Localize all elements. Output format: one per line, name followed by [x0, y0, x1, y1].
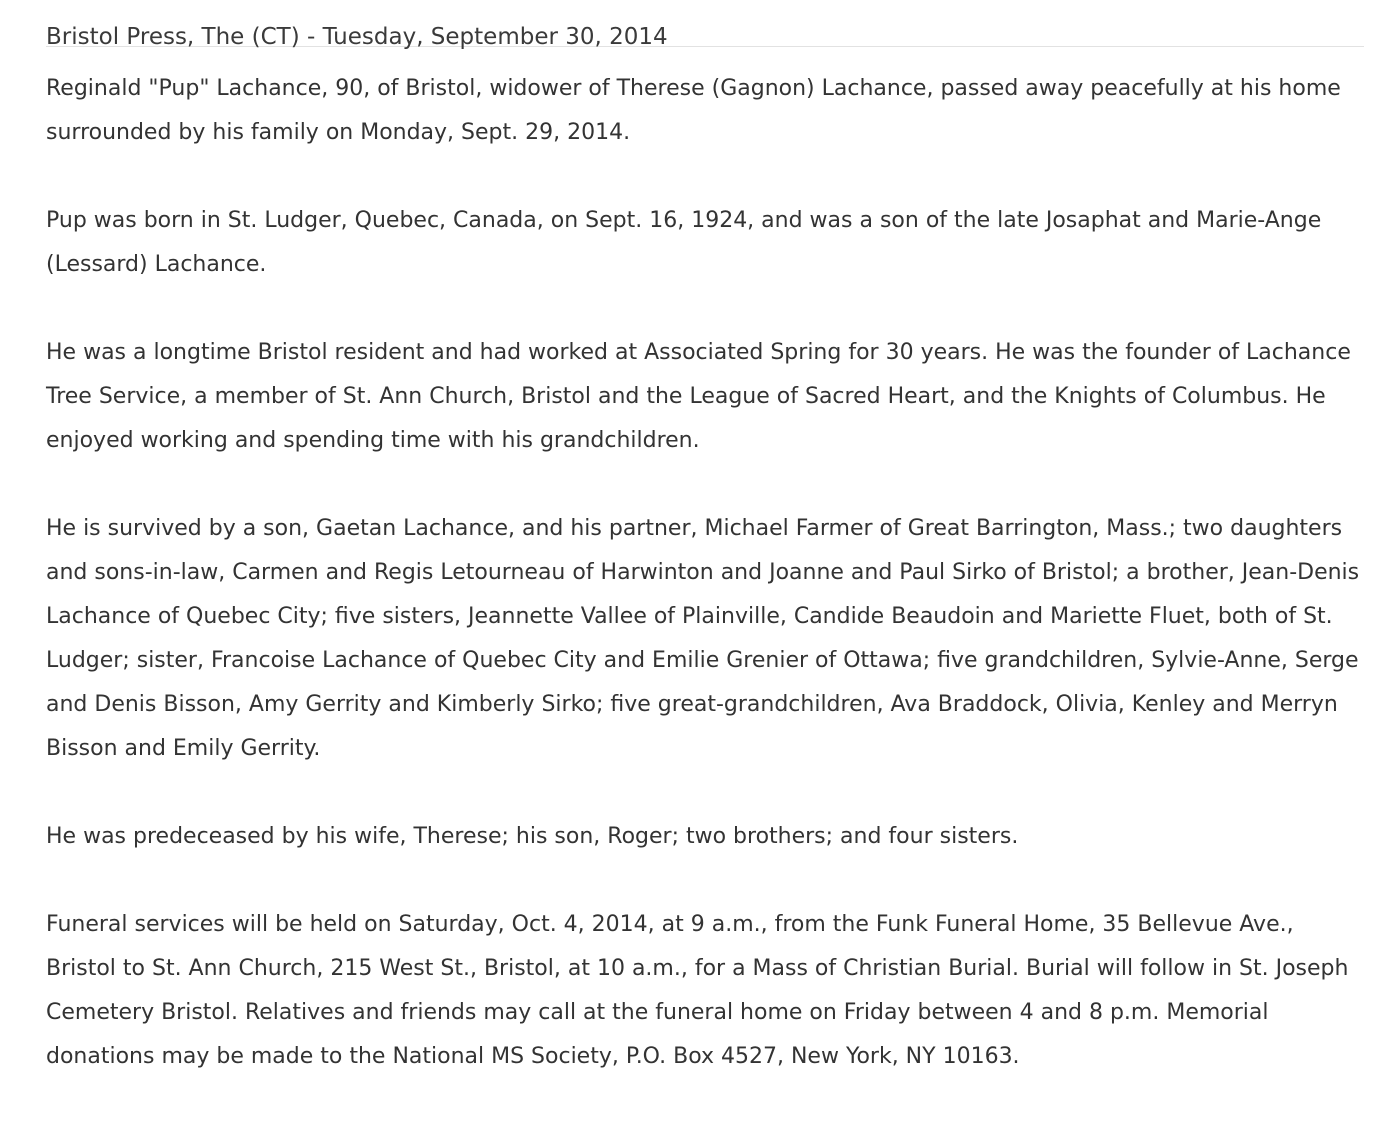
- article-paragraph-services: Funeral services will be held on Saturday, Oct. 4, 2014, at 9 a.m., from the Funk Funeral Home, 35 Bellevue Ave., Bristol to St. Ann Church, 215 West St., Bristol, at 10 a.m., for a Mass of Christian Burial. Burial will follow in St. Joseph Cemetery Bristol. Relatives and friends may call at the funeral home on Friday between 4 and 8 p.m. Memorial donations may be made to the National MS Society, P.O. Box 4527, New York, NY 10163.: [46, 912, 1349, 1069]
- article-paragraph-predeceased: He was predeceased by his wife, Therese; his son, Roger; two brothers; and four sisters.: [46, 824, 1019, 849]
- article-paragraph-career: He was a longtime Bristol resident and had worked at Associated Spring for 30 years. He was the founder of Lachance Tree Service, a member of St. Ann Church, Bristol and the League of Sacred Heart, and the Knights of Columbus. He enjoyed working and spending time with his grandchildren.: [46, 340, 1351, 453]
- obituary-article: [46, 67, 1364, 1079]
- article-paragraph-announcement: Reginald "Pup" Lachance, 90, of Bristol, widower of Therese (Gagnon) Lachance, passed away peacefully at his home surrounded by his family on Monday, Sept. 29, 2014.: [46, 76, 1341, 145]
- article-header: [46, 0, 1364, 50]
- publication-source-line: Bristol Press, The (CT) - Tuesday, September 30, 2014: [46, 24, 668, 50]
- article-paragraph-survivors: He is survived by a son, Gaetan Lachance, and his partner, Michael Farmer of Great Barrington, Mass.; two daughters and sons-in-law, Carmen and Regis Letourneau of Harwinton and Joanne and Paul Sirko of Bristol; a brother, Jean-Denis Lachance of Quebec City; five sisters, Jeannette Vallee of Plainville, Candide Beaudoin and Mariette Fluet, both of St. Ludger; sister, Francoise Lachance of Quebec City and Emilie Grenier of Ottawa; five grandchildren, Sylvie-Anne, Serge and Denis Bisson, Amy Gerrity and Kimberly Sirko; five great-grandchildren, Ava Braddock, Olivia, Kenley and Merryn Bisson and Emily Gerrity.: [46, 516, 1360, 761]
- article-paragraph-birth: Pup was born in St. Ludger, Quebec, Canada, on Sept. 16, 1924, and was a son of the late Josaphat and Marie-Ange (Lessard) Lachance.: [46, 208, 1322, 277]
